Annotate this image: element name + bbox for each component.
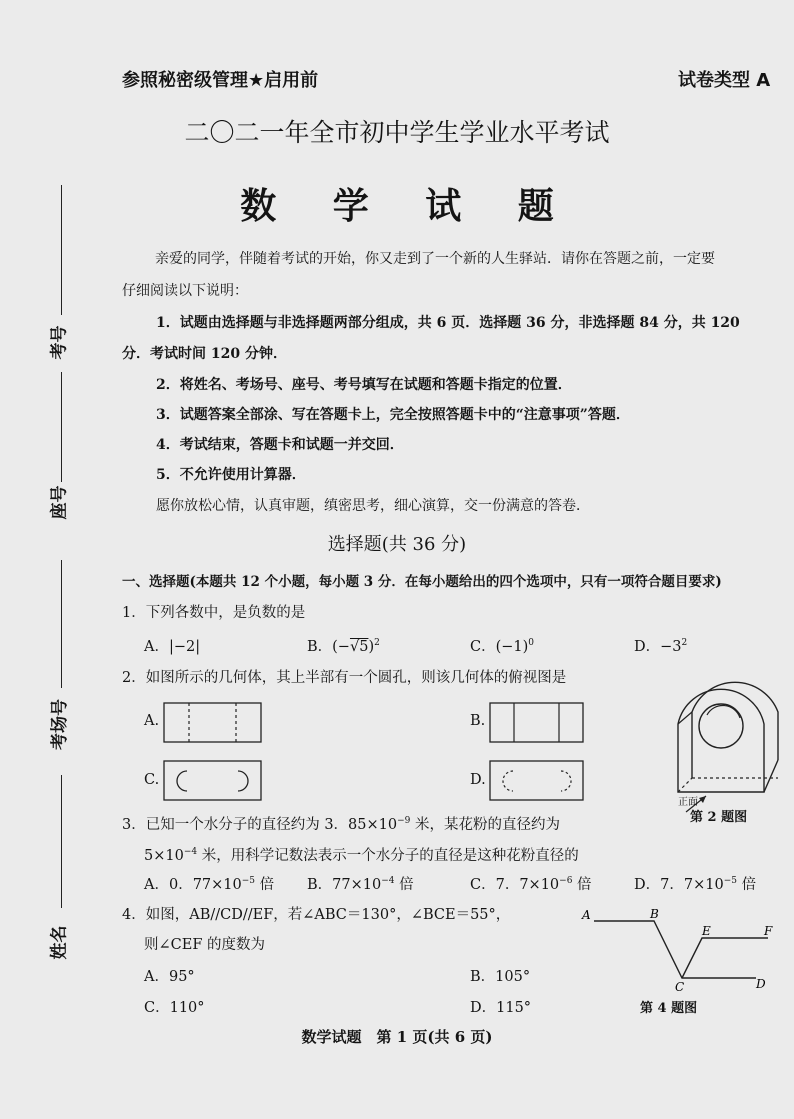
- q1-option-d: D．$-3^2$: [634, 638, 688, 655]
- point-d: D: [756, 977, 766, 991]
- q2-option-d-label: D.: [470, 772, 486, 788]
- q2-option-c-label: C.: [144, 772, 160, 788]
- point-e: E: [702, 924, 711, 938]
- point-a: A: [582, 908, 591, 922]
- q1-option-b: B．$(-√5)^2$: [307, 638, 380, 655]
- note-1: 1．试题由选择题与非选择题两部分组成，共 6 页．选择题 36 分，非选择题 84 分，共 120: [156, 315, 740, 331]
- name-line[interactable]: [61, 775, 62, 908]
- q2-option-d-figure: [489, 760, 585, 802]
- note-1-cont: 分．考试时间 120 分钟．: [122, 346, 287, 362]
- q4-line-1: 4．如图，AB//CD//EF，若∠ABC＝130°，∠BCE＝55°，: [122, 907, 511, 923]
- paper-type: 试卷类型 A: [678, 70, 771, 91]
- q4-option-c: C．110°: [144, 1000, 205, 1016]
- point-f: F: [764, 924, 773, 938]
- secrecy-level: 参照秘密级管理★启用前: [122, 70, 319, 91]
- q3-line-1: 3．已知一个水分子的直径约为 3．$85\times 10^{-9}$ 米，某花粉的直径约为: [122, 816, 560, 833]
- q1-option-a: A．|−2|: [144, 639, 201, 655]
- exam-title: 二〇二一年全市初中学生学业水平考试: [184, 118, 610, 147]
- q2-solid-figure: [660, 660, 784, 820]
- intro-line-2: 仔细阅读以下说明：: [122, 283, 248, 299]
- seat-no-label: 座号: [49, 485, 70, 520]
- q2-option-b-figure: [489, 702, 585, 744]
- seat-no-line[interactable]: [61, 372, 62, 482]
- q4-option-a: A．95°: [144, 969, 195, 985]
- q3-option-b: B．$77\times 10^{-4}$ 倍: [307, 876, 414, 893]
- q2-option-a-label: A.: [144, 713, 160, 729]
- room-no-line[interactable]: [61, 560, 62, 688]
- point-b: B: [650, 907, 659, 921]
- exam-no-label: 考号: [49, 325, 70, 360]
- section-instruction: 一、选择题(本题共 12 个小题，每小题 3 分．在每小题给出的四个选项中，只有一项符合题目要求): [122, 574, 722, 590]
- q2-option-b-label: B.: [470, 713, 486, 729]
- sqrt-symbol: √5: [349, 639, 369, 655]
- q3-option-a: A．0．$77\times 10^{-5}$ 倍: [144, 876, 275, 893]
- exam-no-line[interactable]: [61, 185, 62, 315]
- name-label: 姓名: [49, 925, 70, 960]
- q4-option-b: B．105°: [470, 969, 531, 985]
- q4-line-2: 则∠CEF 的度数为: [144, 937, 265, 953]
- point-c: C: [675, 980, 685, 994]
- q2-front-label: 正面: [678, 797, 698, 808]
- intro-closing: 愿你放松心情，认真审题，缜密思考，细心演算，交一份满意的答卷．: [156, 498, 590, 514]
- q4-figure: [578, 905, 778, 995]
- note-2: 2．将姓名、考场号、座号、考号填写在试题和答题卡指定的位置．: [156, 377, 572, 393]
- q3-option-c: C．7．$7\times 10^{-6}$ 倍: [470, 876, 592, 893]
- intro-line-1: 亲爱的同学，伴随着考试的开始，你又走到了一个新的人生驿站．请你在答题之前，一定要: [155, 251, 715, 267]
- q2-caption: 第 2 题图: [690, 810, 748, 825]
- q1-stem: 1．下列各数中，是负数的是: [122, 605, 306, 621]
- q2-stem: 2．如图所示的几何体，其上半部有一个圆孔，则该几何体的俯视图是: [122, 670, 567, 686]
- q3-line-2: $5\times 10^{-4}$ 米，用科学记数法表示一个水分子的直径是这种花粉直径的: [144, 847, 579, 864]
- page-footer: 数学试题 第 1 页(共 6 页): [301, 1028, 493, 1046]
- q4-option-d: D．115°: [470, 1000, 532, 1016]
- subject-title: 数 学 试 题: [240, 185, 576, 227]
- room-no-label: 考场号: [50, 699, 70, 750]
- q4-caption: 第 4 题图: [640, 1001, 698, 1016]
- note-5: 5．不允许使用计算器．: [156, 467, 306, 483]
- q2-option-c-figure: [163, 760, 263, 802]
- q3-option-d: D．7．$7\times 10^{-5}$ 倍: [634, 876, 757, 893]
- note-4: 4．考试结束，答题卡和试题一并交回．: [156, 437, 404, 453]
- q2-option-a-figure: [163, 702, 263, 744]
- note-3: 3．试题答案全部涂、写在答题卡上，完全按照答题卡中的“注意事项”答题．: [156, 407, 630, 423]
- section-title: 选择题(共 36 分): [327, 534, 467, 555]
- q1-option-c: C．$(-1)^0$: [470, 638, 535, 655]
